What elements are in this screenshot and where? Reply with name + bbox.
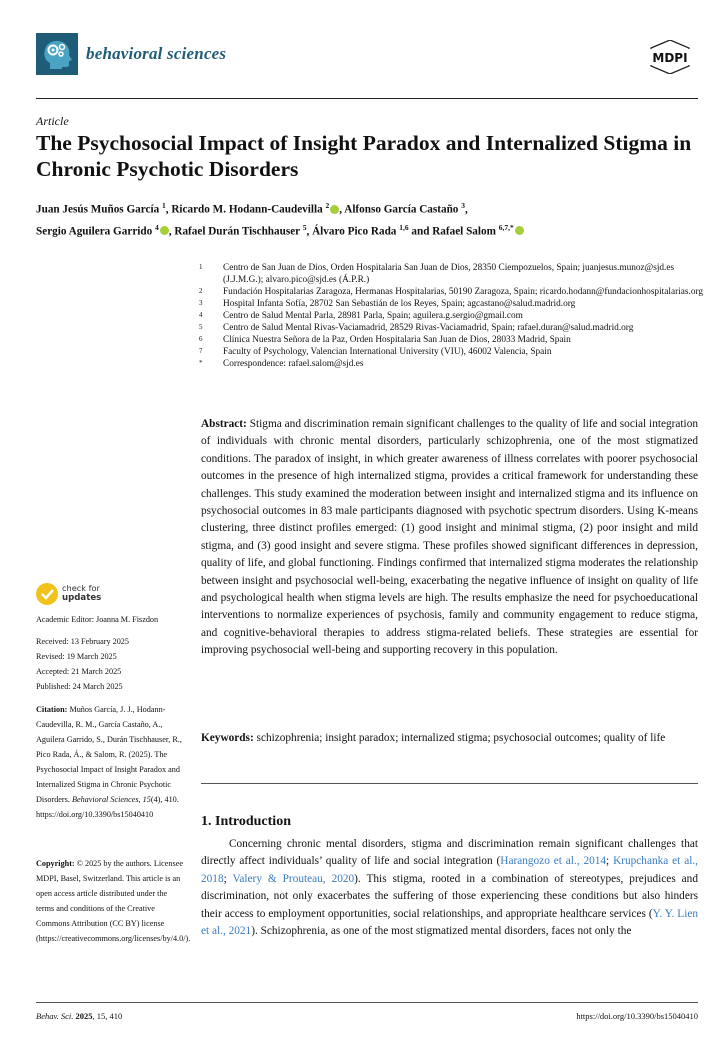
affiliation-item bbox=[199, 310, 709, 322]
copyright-label: Copyright: bbox=[36, 859, 75, 868]
affiliation-number: 3 bbox=[199, 299, 203, 307]
affiliation-item bbox=[199, 334, 709, 346]
affiliation-item bbox=[199, 298, 709, 310]
author-affiliation-sup: 4 bbox=[155, 222, 159, 232]
author-separator: and bbox=[408, 225, 433, 238]
author-separator: , bbox=[464, 203, 468, 216]
received-date: Received: 13 February 2025 bbox=[36, 637, 129, 646]
author-separator: , bbox=[339, 203, 345, 216]
author-name: Alfonso García Castaño bbox=[344, 203, 459, 216]
citation-text: Muños García, J. J., Hodann-Caudevilla, R. M., García Castaño, A., Aguilera Garrido, S., Durán Tischhauser, R., Pico Rada, Á., & Salom, R. (2025). The Psychosocial Impact of Insight Paradox and Internalized Stigma in Chronic Psychotic Disorders. bbox=[36, 705, 182, 804]
author-affiliation-sup: 1 bbox=[162, 201, 166, 210]
affiliation-number: 1 bbox=[199, 263, 203, 271]
author-affiliation-sup: 6,7,* bbox=[498, 222, 514, 232]
author-name: Rafael Durán Tischhauser bbox=[174, 225, 300, 238]
journal-name: behavioral sciences bbox=[86, 44, 227, 63]
affiliation-number: 7 bbox=[199, 347, 203, 355]
affiliation-text: Clínica Nuestra Señora de la Paz, Orden Hospitalaria San Juan de Dios, 28033 Madrid, Spain bbox=[223, 335, 571, 345]
affiliation-item bbox=[199, 322, 709, 334]
author-list bbox=[36, 197, 706, 240]
article-title: The Psychosocial Impact of Insight Paradox and Internalized Stigma in Chronic Psychotic Disorders bbox=[36, 131, 692, 181]
mdpi-logo bbox=[645, 40, 695, 74]
author-affiliation-sup: 1,6 bbox=[399, 222, 409, 232]
affiliation-item bbox=[199, 346, 709, 358]
introduction-paragraph bbox=[201, 836, 698, 940]
journal-logo bbox=[36, 33, 78, 75]
orcid-icon[interactable] bbox=[515, 226, 524, 235]
author-affiliation-sup: 2 bbox=[325, 201, 330, 210]
mdpi-logo-text: MDPI bbox=[652, 51, 688, 65]
accepted-date: Accepted: 21 March 2025 bbox=[36, 667, 122, 676]
keywords bbox=[201, 730, 698, 747]
intro-text: ). Schizophrenia, as one of the most stigmatized mental disorders, faces not only the bbox=[251, 925, 632, 938]
author-separator: , bbox=[306, 225, 313, 238]
orcid-icon[interactable] bbox=[160, 226, 169, 235]
affiliation-text: Centro de Salud Mental Rivas-Vaciamadrid, 28529 Rivas-Vaciamadrid, Spain; rafael.duran@salud.madrid.org bbox=[223, 323, 634, 333]
keywords-text: schizophrenia; insight paradox; internalized stigma; psychosocial outcomes; quality of life bbox=[256, 732, 666, 744]
affiliations bbox=[199, 262, 709, 370]
abstract-label: Abstract: bbox=[201, 418, 247, 430]
section-heading-introduction: 1. Introduction bbox=[201, 814, 291, 829]
article-type: Article bbox=[36, 114, 69, 128]
footer-journal: Behav. Sci. bbox=[36, 1011, 74, 1021]
head-gears-icon bbox=[36, 33, 78, 75]
citation-link[interactable]: Krupchanka et al., 2018 bbox=[201, 855, 699, 885]
affiliation-item bbox=[199, 262, 709, 286]
intro-sep: ; bbox=[223, 872, 233, 885]
check-for-updates-button[interactable] bbox=[36, 583, 102, 609]
copyright-text: © 2025 by the authors. Licensee MDPI, Basel, Switzerland. This article is an open access article distributed under the terms and conditions of the Creative Commons Attribution (CC BY) license (https://creativecommons.org/licenses/by/4.0/). bbox=[36, 859, 191, 943]
abstract-text: Stigma and discrimination remain significant challenges to the quality of life and social integration of individuals with chronic mental disorders, particularly schizophrenia, one of the most stigmatized conditions. The paradox of insight, in which greater awareness of illness correlates with poorer psychosocial outcomes in the presence of high internalized stigma, provides a critical framework for understanding these challenges. This study examined the moderation between insight and internalized stigma and its influence on psychosocial outcomes in 83 male participants diagnosed with psychotic spectrum disorders. Using K-means clustering, three distinct profiles emerged: (1) good insight and minimal stigma, (2) poor insight and mild stigma, and (3) good insight and severe stigma. These profiles showed significant differences in depression, quality of life, and global functioning. Findings confirmed that internalized stigma moderates the relationship between insight and psychosocial well-being, exacerbating the negative influence of insight on quality of life and psychological health when stigma levels are high. The results emphasize the need for psychoeducational interventions to normalize experiences of psychosis, family and community engagement to reduce stigma, and cognitive-behavioral therapies to address stigma-related beliefs. These strategies are essential for improving psychosocial well-being and supporting recovery in this population. bbox=[201, 418, 698, 657]
author-separator: , bbox=[165, 203, 172, 216]
author-name: Ricardo M. Hodann-Caudevilla bbox=[171, 203, 323, 216]
affiliation-number: 5 bbox=[199, 323, 203, 331]
citation-journal: Behavioral Sciences, 15 bbox=[71, 795, 151, 804]
revised-date: Revised: 19 March 2025 bbox=[36, 652, 117, 661]
orcid-icon[interactable] bbox=[330, 205, 339, 214]
check-label-1: check for bbox=[62, 583, 100, 593]
footer-divider bbox=[36, 1002, 698, 1003]
check-icon bbox=[36, 583, 58, 605]
affiliation-text: Faculty of Psychology, Valencian International University (VIU), 46002 Valencia, Spain bbox=[223, 347, 552, 357]
affiliation-number: 4 bbox=[199, 311, 203, 319]
academic-editor: Academic Editor: Joanna M. Fiszdon bbox=[36, 615, 159, 624]
abstract bbox=[201, 416, 698, 660]
author-separator: , bbox=[168, 225, 175, 238]
copyright bbox=[36, 856, 191, 946]
author-name: Álvaro Pico Rada bbox=[312, 225, 397, 238]
intro-text: Concerning chronic mental disorders, stigma and discrimination remain significant challenges that directly affect individuals’ quality of life and social integration ( bbox=[201, 838, 698, 868]
author-name: Sergio Aguilera Garrido bbox=[36, 225, 153, 238]
affiliation-text: Centro de Salud Mental Parla, 28981 Parla, Spain; aguilera.g.sergio@gmail.com bbox=[223, 311, 523, 321]
author-name: Juan Jesús Muños García bbox=[36, 203, 160, 216]
affiliation-number: 6 bbox=[199, 335, 203, 343]
citation bbox=[36, 702, 186, 822]
footer-citation bbox=[36, 1011, 122, 1021]
affiliation-item bbox=[199, 358, 709, 370]
intro-sep: ; bbox=[606, 855, 614, 868]
citation-label: Citation: bbox=[36, 705, 68, 714]
footer-year: 2025 bbox=[75, 1011, 93, 1021]
check-label-2: updates bbox=[62, 593, 102, 603]
author-affiliation-sup: 3 bbox=[461, 201, 465, 210]
author-affiliation-sup: 5 bbox=[302, 222, 307, 232]
header-divider bbox=[36, 98, 698, 99]
citation-link[interactable]: Valery & Prouteau, 2020 bbox=[232, 872, 355, 885]
affiliation-item bbox=[199, 286, 709, 298]
affiliation-number: * bbox=[199, 359, 203, 367]
affiliation-number: 2 bbox=[199, 287, 203, 295]
keywords-label: Keywords: bbox=[201, 732, 254, 744]
footer-vol: , 15, 410 bbox=[92, 1011, 123, 1021]
affiliation-text: Centro de San Juan de Dios, Orden Hospitalaria San Juan de Dios, 28350 Ciempozuelos, Spain; juanjesus.munoz@sjd.es (J.J.M.G.); alvaro.pico@sjd.es (Á.P.R.) bbox=[223, 263, 675, 285]
affiliation-text: Hospital Infanta Sofía, 28702 San Sebastián de los Reyes, Spain; agcastano@salud.madrid.org bbox=[223, 299, 576, 309]
published-date: Published: 24 March 2025 bbox=[36, 682, 123, 691]
intro-text: ). This stigma, rooted in a combination of stereotypes, prejudices and discrimination, not only exacerbates the suffering of those experiencing these conditions but also hinders their access to employment opportunities, social relationships, and appropriate healthcare services ( bbox=[201, 872, 698, 920]
citation-link[interactable]: Y. Y. Lien et al., 2021 bbox=[201, 907, 699, 938]
citation-link[interactable]: Harangozo et al., 2014 bbox=[500, 855, 607, 868]
section-divider bbox=[201, 783, 698, 784]
affiliation-text: Correspondence: rafael.salom@sjd.es bbox=[223, 359, 364, 369]
author-name: Rafael Salom bbox=[432, 225, 496, 238]
citation-tail[interactable]: (4), 410. https://doi.org/10.3390/bs15040410 bbox=[36, 795, 179, 819]
footer-doi-link[interactable]: https://doi.org/10.3390/bs15040410 bbox=[576, 1011, 698, 1021]
affiliation-text: Fundación Hospitalarias Zaragoza, Hermanas Hospitalarias, 50190 Zaragoza, Spain; ricardo.hodann@fundacionhospitalarias.org bbox=[223, 287, 704, 297]
